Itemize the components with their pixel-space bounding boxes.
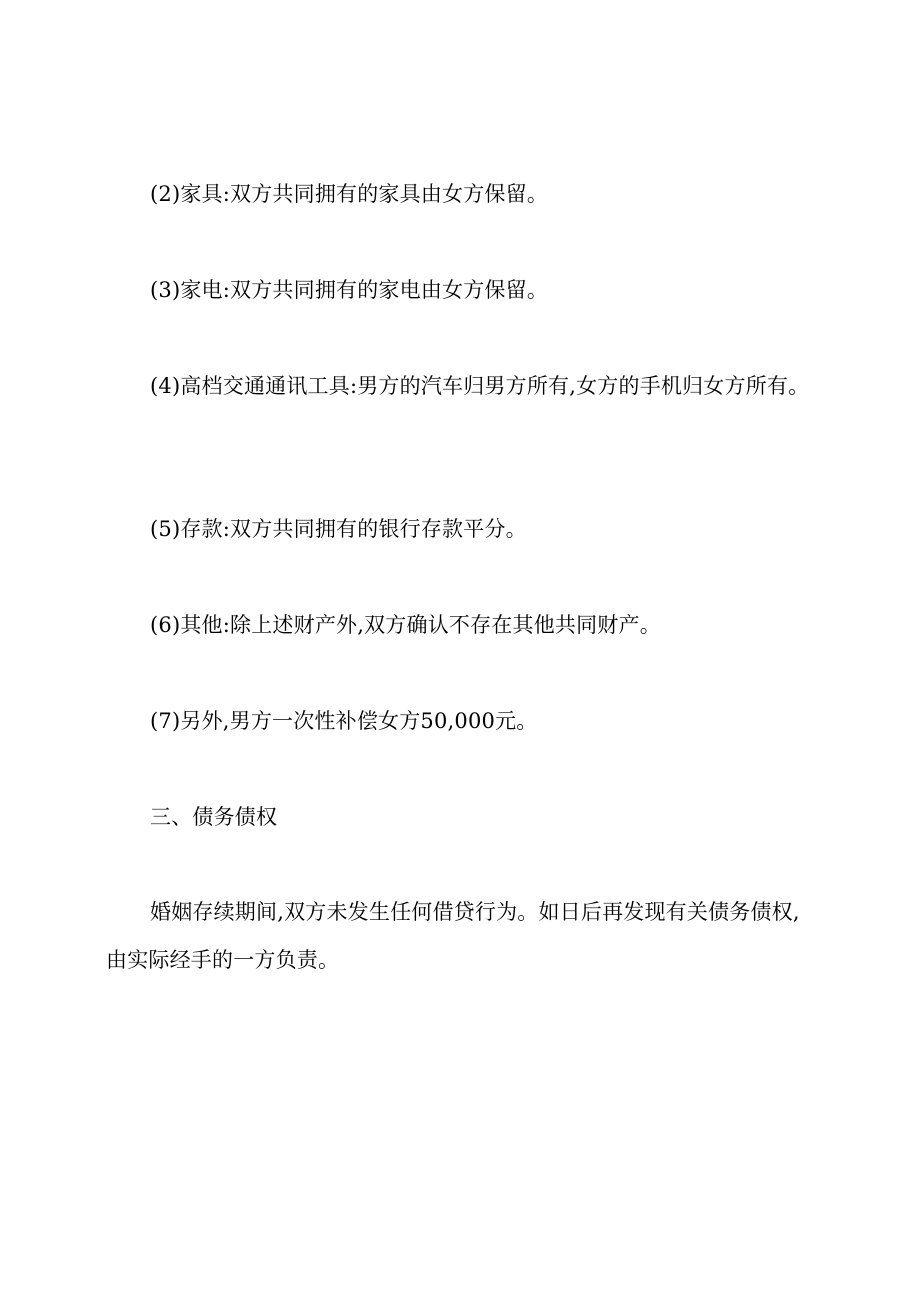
clause-deposits: (5)存款:双方共同拥有的银行存款平分。: [150, 517, 527, 541]
section-heading: 三、债务债权: [150, 805, 278, 829]
clause-vehicles-communication: (4)高档交通通讯工具:男方的汽车归男方所有,女方的手机归女方所有。: [150, 374, 810, 398]
clause-other: (6)其他:除上述财产外,双方确认不存在其他共同财产。: [150, 613, 661, 637]
clause-appliances: (3)家电:双方共同拥有的家电由女方保留。: [150, 278, 549, 302]
section-body: 婚姻存续期间,双方未发生任何借贷行为。如日后再发现有关债务债权,由实际经手的一方负责。: [106, 900, 800, 972]
clause-compensation: (7)另外,男方一次性补偿女方50,000元。: [150, 709, 538, 733]
clause-furniture: (2)家具:双方共同拥有的家具由女方保留。: [150, 182, 549, 206]
